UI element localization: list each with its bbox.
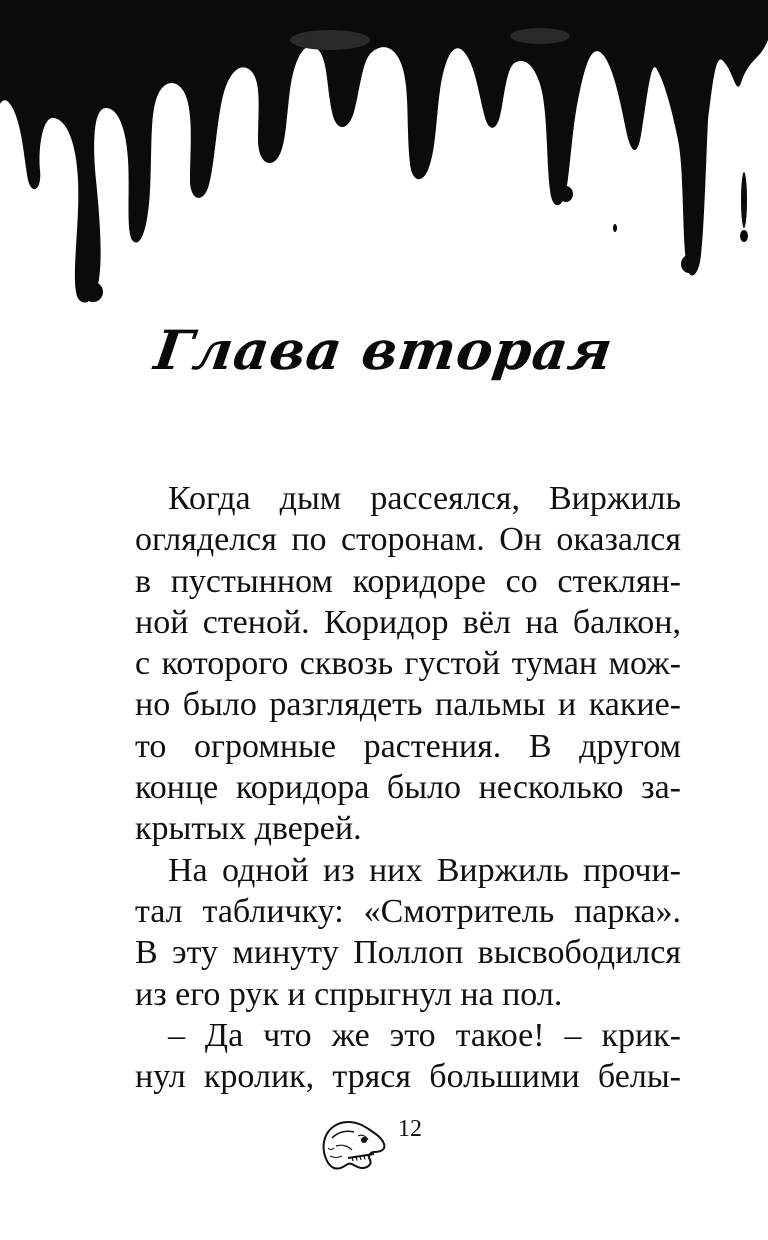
text-line: из его рук и спрыгнул на пол. [135, 975, 563, 1013]
text-line: огляделся по сторонам. Он оказался [135, 521, 681, 559]
text-line: конце коридора было несколько за- [135, 769, 681, 807]
text-line: В эту минуту Поллоп высвободился [135, 934, 681, 972]
page-footer [318, 1112, 468, 1182]
text-line: ной стеной. Коридор вёл на балкон, [135, 603, 681, 641]
text-line: то огромные растения. В другом [135, 727, 681, 765]
body-text [135, 478, 681, 1097]
text-line: – Да что же это такое! – крик- [168, 1016, 681, 1054]
page-number: 12 [398, 1116, 422, 1142]
dinosaur-head-icon [318, 1112, 390, 1176]
text-line: в пустынном коридоре со стеклян- [135, 562, 681, 600]
chapter-title: Глава вторая [150, 318, 618, 382]
text-line: тал табличку: «Смотритель парка». [135, 892, 681, 930]
text-line: но было разглядеть пальмы и какие- [135, 686, 681, 724]
text-line: На одной из них Виржиль прочи- [168, 851, 681, 889]
ink-drips-decoration [0, 0, 768, 310]
text-line: крытых дверей. [135, 810, 362, 848]
text-line: нул кролик, тряся большими белы- [135, 1058, 681, 1096]
text-line: с которого сквозь густой туман мож- [135, 645, 681, 683]
text-line: Когда дым рассеялся, Виржиль [168, 480, 681, 517]
